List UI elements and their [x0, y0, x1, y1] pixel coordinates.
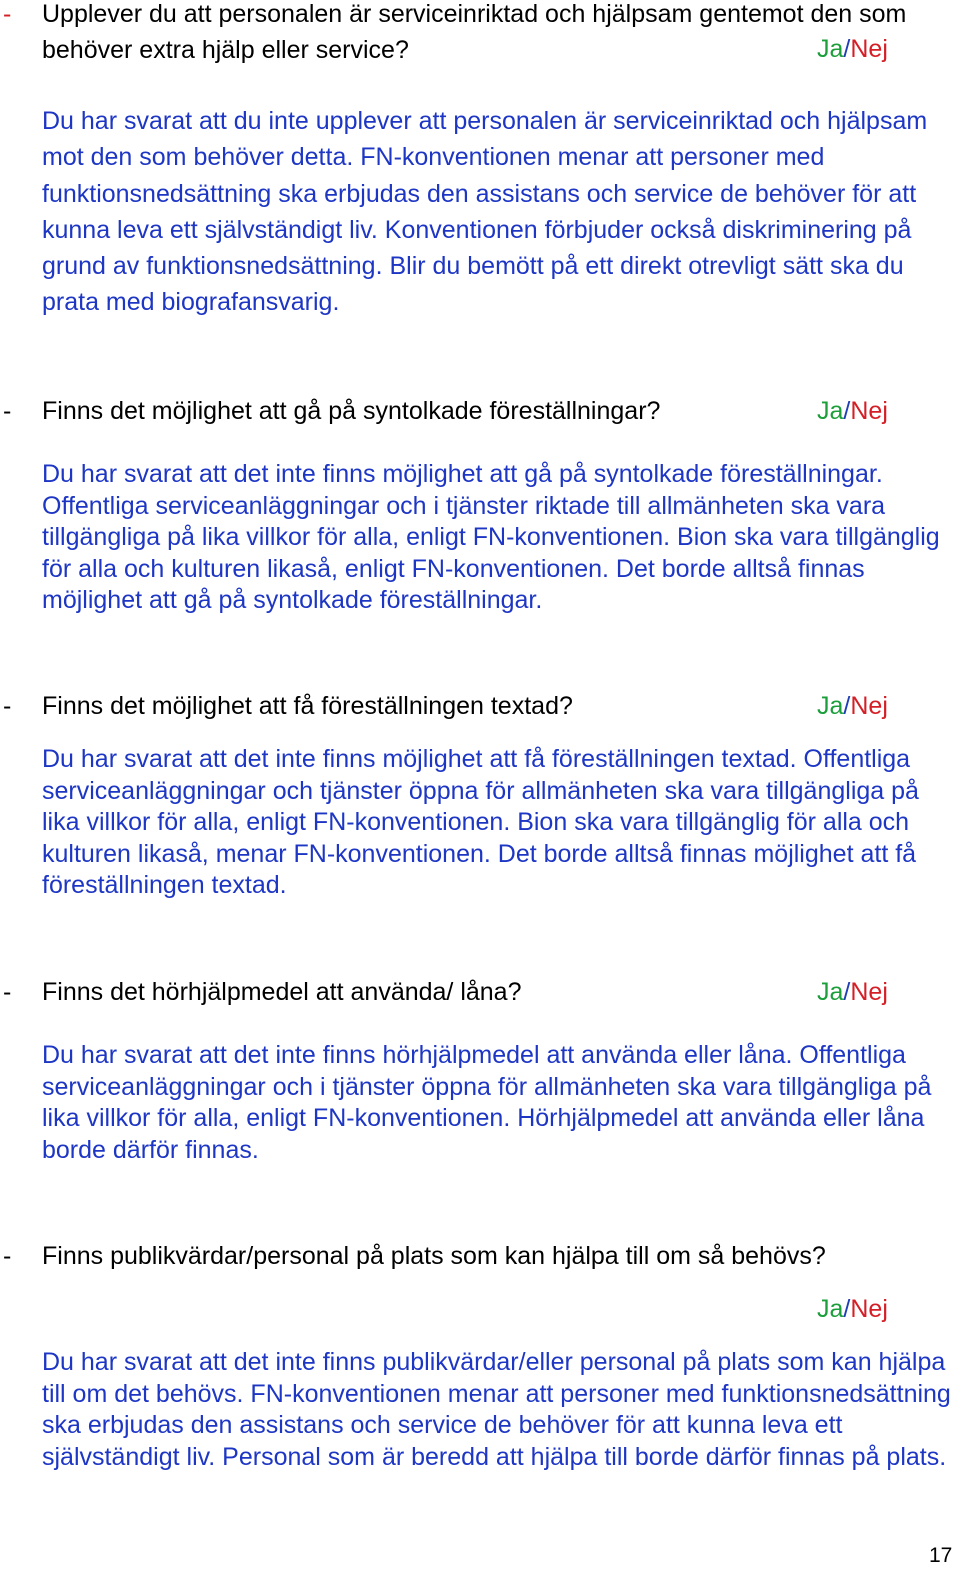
question-text: Finns det möjlighet att få föreställningen textad?: [42, 692, 573, 720]
yes-no-separator: /: [843, 692, 851, 720]
yes-no-options: [817, 688, 888, 724]
answer-feedback: Du har svarat att du inte upplever att personalen är serviceinriktad och hjälpsam mot den som behöver detta. FN-konventionen menar att personer med funktionsnedsättning ska erbjudas den assistans och service de behöver för att kunna leva ett självständigt liv. Konventionen förbjuder också diskriminering på grund av funktionsnedsättning. Blir du bemött på ett direkt otrevligt sätt ska du prata med biografansvarig.: [42, 107, 928, 317]
answer-feedback: Du har svarat att det inte finns möjlighet att få föreställningen textad. Offentliga serviceanläggningar och tjänster öppna för allmänheten ska vara tillgängliga på lika villkor för alla, enligt FN-konventionen. Bion ska vara tillgänglig för alla och kulturen likaså, menar FN-konventionen. Det borde alltså finnas möjlighet att få föreställningen textad.: [42, 745, 919, 899]
no-option[interactable]: Nej: [850, 397, 888, 425]
yes-option[interactable]: Ja: [817, 35, 844, 63]
yes-no-options: [817, 393, 888, 429]
answer-feedback: Du har svarat att det inte finns möjlighet att gå på syntolkade föreställningar. Offentliga serviceanläggningar och i tjänster riktade till allmänheten ska vara tillgängliga på lika villkor för alla, enligt FN-konventionen. Bion ska vara tillgänglig för alla och kulturen likaså, enligt FN-konventionen. Det borde alltså finnas möjlighet att gå på syntolkade föreställningar.: [42, 460, 940, 614]
list-dash: -: [3, 1242, 12, 1270]
question-text: Finns det hörhjälpmedel att använda/ låna?: [42, 978, 522, 1006]
no-option[interactable]: Nej: [850, 692, 888, 720]
page-number: 17: [929, 1544, 953, 1567]
no-option[interactable]: Nej: [850, 978, 888, 1006]
yes-no-separator: /: [843, 35, 851, 63]
no-option[interactable]: Nej: [850, 1295, 888, 1323]
list-dash: -: [3, 397, 12, 425]
yes-option[interactable]: Ja: [817, 978, 844, 1006]
question-item: [0, 688, 960, 728]
question-item: [0, 0, 960, 76]
question-text: Finns det möjlighet att gå på syntolkade föreställningar?: [42, 397, 661, 425]
answer-feedback: Du har svarat att det inte finns publikvärdar/eller personal på plats som kan hjälpa till om det behövs. FN-konventionen menar att personer med funktionsnedsättning ska erbjudas den assistans och service de behöver för att kunna leva ett självständigt liv. Personal som är beredd att hjälpa till borde därför finnas på plats.: [42, 1348, 951, 1471]
yes-no-options: [817, 974, 888, 1010]
question-text: Finns publikvärdar/personal på plats som kan hjälpa till om så behövs?: [42, 1242, 826, 1270]
yes-no-separator: /: [843, 978, 851, 1006]
yes-no-separator: /: [843, 1295, 851, 1323]
no-option[interactable]: Nej: [850, 35, 888, 63]
yes-option[interactable]: Ja: [817, 692, 844, 720]
question-text: Upplever du att personalen är serviceinriktad och hjälpsam gentemot den som behöver extra hjälp eller service?: [42, 0, 907, 64]
list-dash: -: [3, 978, 12, 1006]
answer-feedback: Du har svarat att det inte finns hörhjälpmedel att använda eller låna. Offentliga serviceanläggningar och i tjänster öppna för allmänheten ska vara tillgängliga på lika villkor för alla, enligt FN-konventionen. Hörhjälpmedel att använda eller låna borde därför finnas.: [42, 1041, 932, 1164]
list-dash: -: [3, 0, 12, 28]
list-dash: -: [3, 692, 12, 720]
question-item: [0, 393, 960, 433]
yes-option[interactable]: Ja: [817, 397, 844, 425]
yes-no-options: [817, 1291, 888, 1327]
yes-option[interactable]: Ja: [817, 1295, 844, 1323]
yes-no-separator: /: [843, 397, 851, 425]
question-item: [0, 974, 960, 1014]
question-item: [0, 1238, 960, 1278]
yes-no-options: [817, 31, 888, 67]
